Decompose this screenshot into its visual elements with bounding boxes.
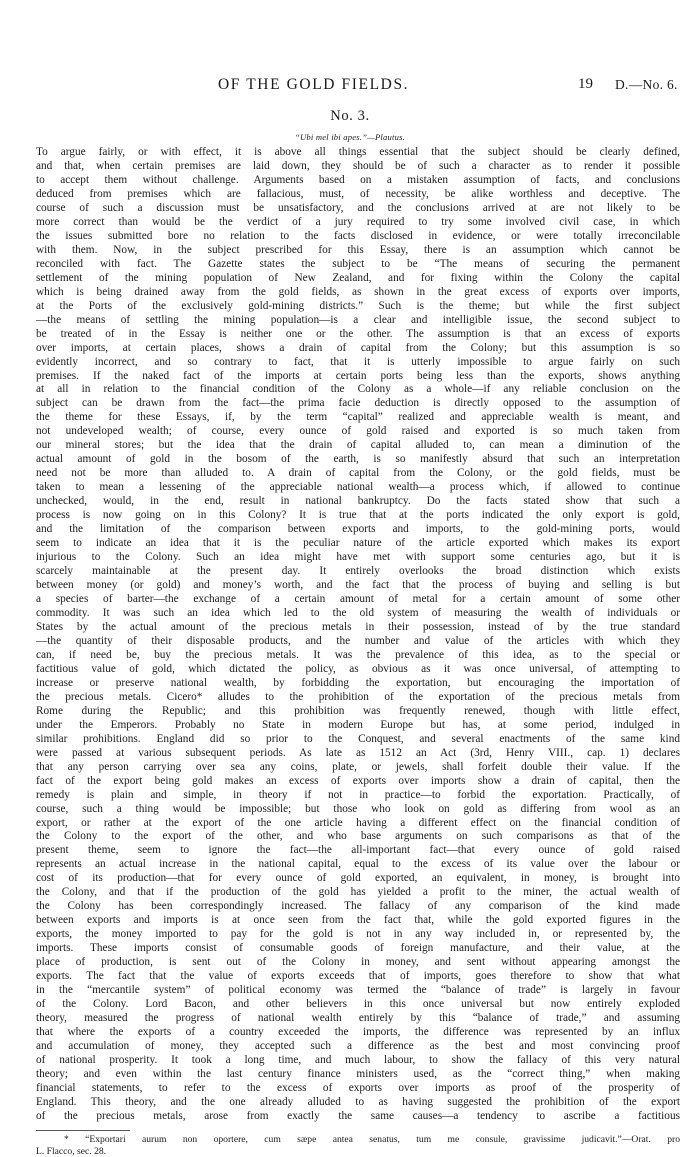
text-line: course of such a discussion must be unsatisfactory, and the conclusions arrived at are not likely to be [36,201,680,214]
text-line: commodity. It was such an idea which led to the old system of measuring the wealth of individuals or [36,606,680,619]
essay-body [36,146,680,1124]
text-line: evidently incorrect, and so contrary to fact, that it is utterly impossible to argue fairly on such [36,355,680,368]
text-line: imports. These imports consist of consumable goods of foreign manufacture, and their value, at the [36,942,680,955]
text-line: and that, when certain premises are laid down, they should be of such a character as to render it possible [36,159,680,172]
text-line: taken to mean a lessening of the appreciable national wealth—a process which, if allowed to continue [36,481,680,494]
text-line: with them. Now, in the subject prescribed for this Essay, there is an assumption which cannot be [36,243,680,256]
text-line: settlement of the mining population of New Zealand, and for fixing within the Colony the capital [36,271,680,284]
text-line: and the limitation of the comparison between exports and imports, to the gold-mining ports, would [36,523,680,536]
footnote [36,1134,680,1157]
text-line: of national prosperity. It took a long time, and much labour, to show the fallacy of this very natural [36,1053,680,1066]
text-line: between exports and imports is at once seen from the fact that, while the gold exported figures in the [36,914,680,927]
text-line: increase or preserve national wealth, by forbidding the exportation, but encouraging the importation of [36,676,680,689]
text-line: unchecked, would, in the end, result in national bankruptcy. Do the facts stated show that such a [36,495,680,508]
text-line: subject can be drawn from the fact—the prima facie deduction is directly opposed to the assumption of [36,397,680,410]
text-line: —the means of settling the mining population—is a clear and intelligible issue, the second subject to [36,313,680,326]
text-line: of the Colony. Lord Bacon, and other believers in this once universal but now entirely exploded [36,998,680,1011]
text-line: the Colony, and that if the production of the gold has yielded a profit to the miner, the actual wealth of [36,886,680,899]
footnote-line: * “Exportari aurum non oportere, cum sæpe antea senatus, tum me consule, gravissime judicavit.”—Orat. pro [64,1134,680,1145]
text-line: that where the exports of a country exceeded the imports, the difference was represented by an influx [36,1026,680,1039]
text-line: States by the actual amount of the precious metals in their possession, instead of by the true standard [36,620,680,633]
text-line: similar prohibitions. England did so prior to the Conquest, and several enactments of the same kind [36,732,680,745]
text-line: factitious value of gold, which dictated the policy, as obvious as it was once universal, of attempting to [36,662,680,675]
text-line: —the quantity of their disposable products, and the number and value of the articles with which they [36,634,680,647]
text-line: not undeveloped wealth; of course, every ounce of gold raised and exported is so much taken from [36,425,680,438]
text-line: need not be more than alluded to. A drain of capital from the Colony, or the gold fields, must be [36,467,680,480]
footnote-rule [36,1130,130,1131]
text-line: can, if need be, buy the precious metals. It was the prevalence of this idea, as to the special or [36,648,680,661]
text-line: the Colony to the export of the other, and who base arguments on such comparisons as that of the [36,830,680,843]
text-line: of the precious metals, arose from exactly the same causes—a tendency to ascribe a factitious [36,1109,680,1122]
text-line: cost of its production—that for every ounce of gold exported, an equivalent, in money, is brought into [36,872,680,885]
text-line: to accept them without challenge. Arguments based on a mistaken assumption of facts, and conclusions [36,173,680,186]
text-line: between money (or gold) and money’s worth, and the fact that the process of buying and selling is but [36,579,680,592]
text-line: that any person carrying over sea any coins, plate, or jewels, shall forfeit double their value. If the [36,760,680,773]
footnote-line: L. Flacco, sec. 28. [36,1145,107,1157]
text-line: which is being drained away from the gold fields, as shown in the great excess of exports over imports, [36,285,680,298]
text-line: place of production, is sent out of the Colony in money, and sent without appearing amongst the [36,956,680,969]
text-line: at all in relation to the financial condition of the Colony as a whole—if any reliable conclusion on the [36,383,680,396]
text-line: and accumulation of money, they accepted such a difference as the best and most convincing proof [36,1040,680,1052]
text-line: the theme for these Essays, if, by the term “capital” realized and appreciable wealth is meant, and [36,411,680,424]
text-line: theory; and even within the last century finance ministers used, as the “correct thing,” when making [36,1067,680,1080]
text-line: England. This theory, and the one already alluded to as having suggested the prohibition of the export [36,1095,680,1108]
text-line: more correct than would be the verdict of a jury required to try some involved civil case, in which [36,215,680,228]
text-line: under the Emperors. Probably no State in modern Europe but has, at some period, indulged in [36,718,680,731]
text-line: Rome during the Republic; and this prohibition was frequently renewed, though with little effect, [36,704,680,717]
text-line: were passed at various subsequent periods. As late as 1512 an Act (3rd, Henry VIII., cap. 1) declares [36,746,680,759]
text-line: scarcely maintainable at the present day. It entirely overlooks the broad distinction which exists [36,565,680,578]
text-line: reconciled with fact. The Gazette states the subject to be “The means of securing the permanent [36,257,680,270]
text-line: fact of the export being gold makes an excess of exports over imports show a drain of capital, then the [36,774,680,787]
text-line: at the Ports of the exclusively gold-mining districts.” Such is the theme; but while the first subject [36,299,680,312]
text-line: in the “mercantile system” of political economy was termed the “balance of trade” is largely in favour [36,984,680,997]
text-line: the precious metals. Cicero* alludes to the prohibition of the exportation of the precious metals from [36,690,680,703]
text-line: injurious to the Colony. Such an idea might have met with support some centuries ago, but it is [36,551,680,564]
text-line: represents an actual increase in the national capital, equal to the excess of its value over the labour or [36,858,680,871]
motto-epigraph: “Ubi mel ibi apes.”—Plautus. [295,132,405,142]
text-line: the Colony has been correspondingly increased. The fallacy of any comparison of the kind made [36,900,680,913]
text-line: remedy is plain and simple, in theory if not in practice—to forbid the exportation. Practically, of [36,788,680,801]
text-line: seem to indicate an idea that it is the peculiar nature of the article exported which makes its export [36,537,680,550]
text-line: present theme, seem to ignore the fact—the all-important fact—that every ounce of gold raised [36,844,680,857]
text-line: be treated of in the Essay is neither one or the other. The assumption is that an excess of exports [36,327,680,340]
text-line: To argue fairly, or with effect, it is above all things essential that the subject should be clearly defined, [36,146,680,158]
text-line: premises. If the naked fact of the imports at certain ports being less than the exports, shows anything [36,369,680,382]
text-line: theory, measured the progress of national wealth entirely by this “balance of trade,” and assuming [36,1012,680,1025]
text-line: exports, the money imported to pay for the gold is not in any way included in, or represented by, the [36,928,680,941]
text-line: deduced from premises which are fallacious, must, of necessity, be alike worthless and deceptive. The [36,187,680,200]
text-line: course, such a thing would be impossible; but those who look on gold as differing from wool as an [36,802,680,815]
page-number: 19 [578,76,593,92]
text-line: actual amount of gold in the bosom of the earth, is so manifestly absurd that such an interpretation [36,453,680,466]
essay-number-heading: No. 3. [330,108,370,124]
text-line: exports. The fact that the value of exports exceeds that of imports, goes therefore to show that what [36,970,680,983]
text-line: export, or rather at the export of the one article having a different effect on the financial condition of [36,816,680,829]
text-line: a species of barter—the exchange of a certain amount of metal for a certain amount of some other [36,593,680,605]
text-line: process is now going on in this Colony? It is true that at the ports indicated the only export is gold, [36,509,680,522]
text-line: our mineral stores; but the idea that the drain of capital alluded to, can mean a diminution of the [36,439,680,452]
document-reference: D.—No. 6. [615,77,678,92]
text-line: financial statements, to refer to the excess of exports over imports as proof of the prosperity of [36,1081,680,1094]
text-line: over imports, at certain places, shows a drain of capital from the Colony; but this assumption is so [36,341,680,354]
text-line: the issues submitted bore no relation to the facts disclosed in evidence, or were totally irreconcilable [36,229,680,242]
running-title: OF THE GOLD FIELDS. [218,76,410,93]
running-header [0,76,700,98]
